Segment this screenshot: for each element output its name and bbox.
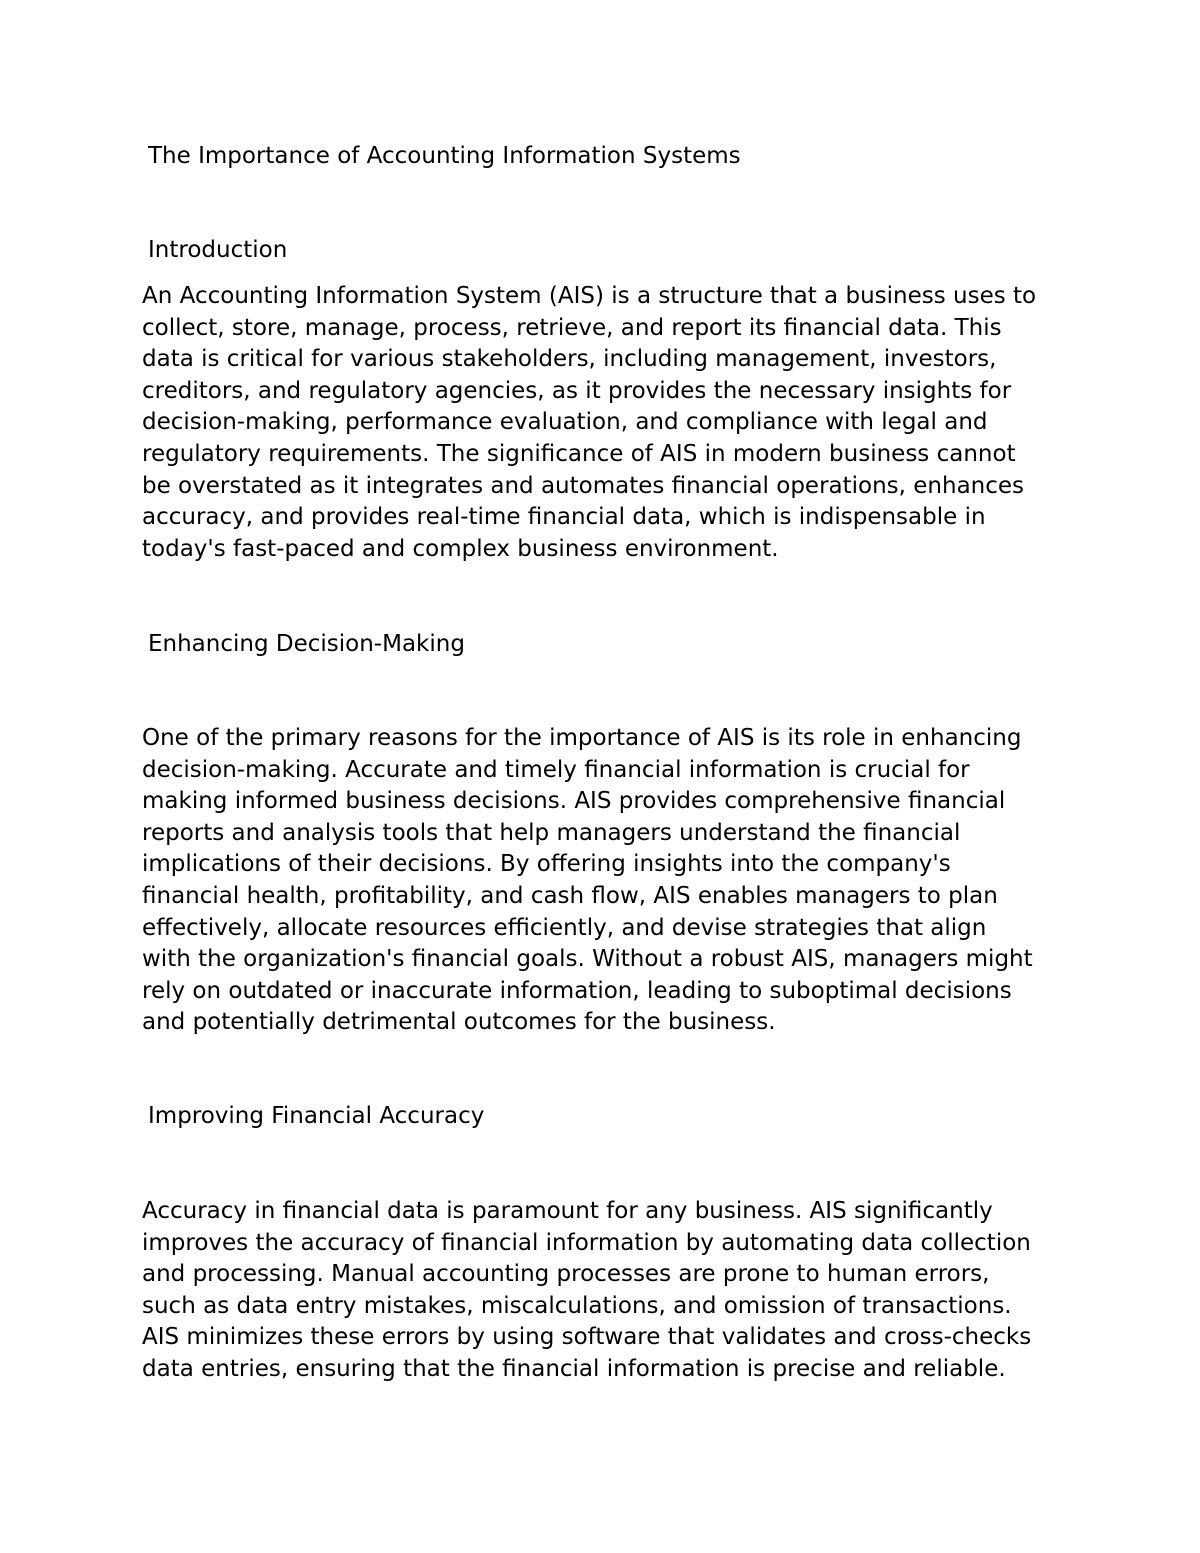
text-line: decision-making, performance evaluation, and compliance with legal and <box>142 409 988 436</box>
text-line: reports and analysis tools that help managers understand the financial <box>142 819 961 846</box>
text-line: decision-making. Accurate and timely financial information is crucial for <box>142 756 970 783</box>
text-line: accuracy, and provides real-time financial data, which is indispensable in <box>142 504 986 531</box>
document-title: The Importance of Accounting Information Systems <box>148 143 741 169</box>
text-line: regulatory requirements. The significance of AIS in modern business cannot <box>142 440 1016 467</box>
text-line: effectively, allocate resources efficiently, and devise strategies that align <box>142 914 987 941</box>
text-line: improves the accuracy of financial information by automating data collection <box>142 1229 1031 1256</box>
text-line: with the organization's financial goals. Without a robust AIS, managers might <box>142 946 1033 973</box>
text-line: making informed business decisions. AIS provides comprehensive financial <box>142 788 1006 815</box>
text-line: financial health, profitability, and cash flow, AIS enables managers to plan <box>142 882 998 909</box>
text-line: and potentially detrimental outcomes for the business. <box>142 1009 776 1036</box>
text-line: implications of their decisions. By offering insights into the company's <box>142 851 951 878</box>
section-heading-introduction: Introduction <box>148 237 288 263</box>
section-body-introduction <box>142 281 1072 565</box>
text-line: today's fast-paced and complex business environment. <box>142 535 779 562</box>
text-line: data is critical for various stakeholders, including management, investors, <box>142 346 997 373</box>
section-heading-improving-financial-accuracy: Improving Financial Accuracy <box>148 1103 485 1129</box>
text-line: Accuracy in financial data is paramount for any business. AIS significantly <box>142 1198 993 1224</box>
text-line: An Accounting Information System (AIS) is a structure that a business uses to <box>142 283 1037 309</box>
text-line: rely on outdated or inaccurate information, leading to suboptimal decisions <box>142 977 1012 1004</box>
text-line: collect, store, manage, process, retrieve, and report its financial data. This <box>142 314 1002 341</box>
section-body-enhancing-decision-making <box>142 723 1072 1039</box>
text-line: and processing. Manual accounting processes are prone to human errors, <box>142 1261 990 1288</box>
text-line: be overstated as it integrates and automates financial operations, enhances <box>142 472 1025 499</box>
text-line: such as data entry mistakes, miscalculations, and omission of transactions. <box>142 1292 1012 1319</box>
section-heading-enhancing-decision-making: Enhancing Decision-Making <box>148 631 465 657</box>
text-line: creditors, and regulatory agencies, as it provides the necessary insights for <box>142 377 1012 404</box>
text-line: data entries, ensuring that the financial information is precise and reliable. <box>142 1355 1006 1382</box>
text-line: AIS minimizes these errors by using software that validates and cross-checks <box>142 1324 1032 1351</box>
text-line: One of the primary reasons for the importance of AIS is its role in enhancing <box>142 725 1022 751</box>
section-body-improving-financial-accuracy <box>142 1196 1072 1386</box>
